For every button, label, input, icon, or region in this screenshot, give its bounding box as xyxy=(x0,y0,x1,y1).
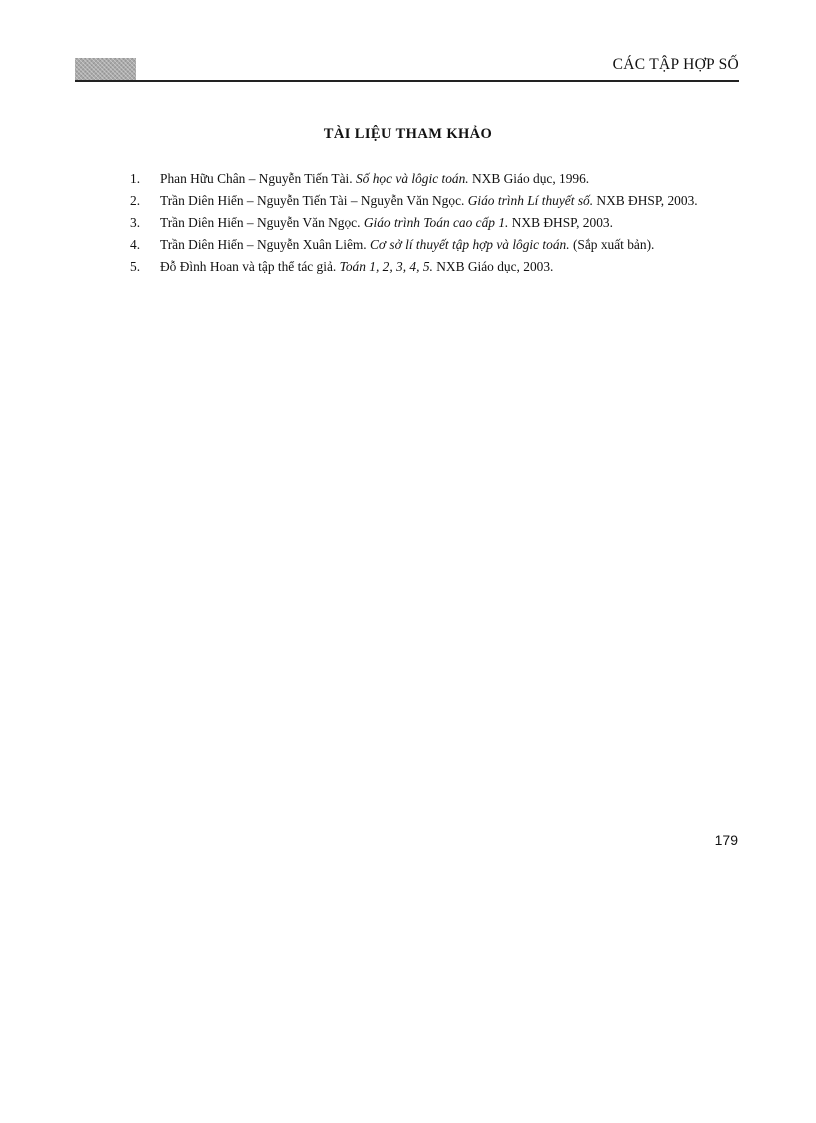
reference-item xyxy=(130,258,740,276)
reference-publisher: NXB Giáo dục, 1996. xyxy=(468,171,590,186)
reference-authors: Phan Hữu Chân – Nguyễn Tiến Tài. xyxy=(160,171,356,186)
reference-authors: Trần Diên Hiển – Nguyễn Tiến Tài – Nguyễn Văn Ngọc. xyxy=(160,193,468,208)
reference-number: 2. xyxy=(130,193,141,208)
reference-number: 4. xyxy=(130,237,141,252)
reference-authors: Trần Diên Hiển – Nguyễn Xuân Liêm. xyxy=(160,237,370,252)
reference-publisher: (Sắp xuất bản). xyxy=(569,237,655,252)
reference-number: 3. xyxy=(130,215,141,230)
reference-publisher: NXB ĐHSP, 2003. xyxy=(508,215,613,230)
reference-title: Cơ sở lí thuyết tập hợp và lôgic toán. xyxy=(370,237,570,252)
reference-item xyxy=(130,236,740,254)
reference-title: Giáo trình Toán cao cấp 1. xyxy=(363,215,509,230)
reference-authors: Trần Diên Hiển – Nguyễn Văn Ngọc. xyxy=(160,215,364,230)
reference-item xyxy=(130,170,740,188)
page-number: 179 xyxy=(714,832,738,848)
reference-title: Số học và lôgic toán. xyxy=(355,171,469,186)
reference-title: Toán 1, 2, 3, 4, 5. xyxy=(339,259,433,274)
reference-number: 5. xyxy=(130,259,141,274)
reference-item xyxy=(130,192,740,210)
reference-publisher: NXB Giáo dục, 2003. xyxy=(432,259,554,274)
section-title: TÀI LIỆU THAM KHẢO xyxy=(323,126,493,142)
reference-list xyxy=(130,170,740,280)
reference-publisher: NXB ĐHSP, 2003. xyxy=(593,193,698,208)
running-header-title: CÁC TẬP HỢP SỐ xyxy=(612,56,739,73)
header-decoration-block xyxy=(75,58,136,81)
reference-authors: Đỗ Đình Hoan và tập thể tác giả. xyxy=(160,259,340,274)
reference-number: 1. xyxy=(130,171,141,186)
reference-item xyxy=(130,214,740,232)
header-rule xyxy=(75,80,739,82)
reference-title: Giáo trình Lí thuyết số. xyxy=(467,193,594,208)
